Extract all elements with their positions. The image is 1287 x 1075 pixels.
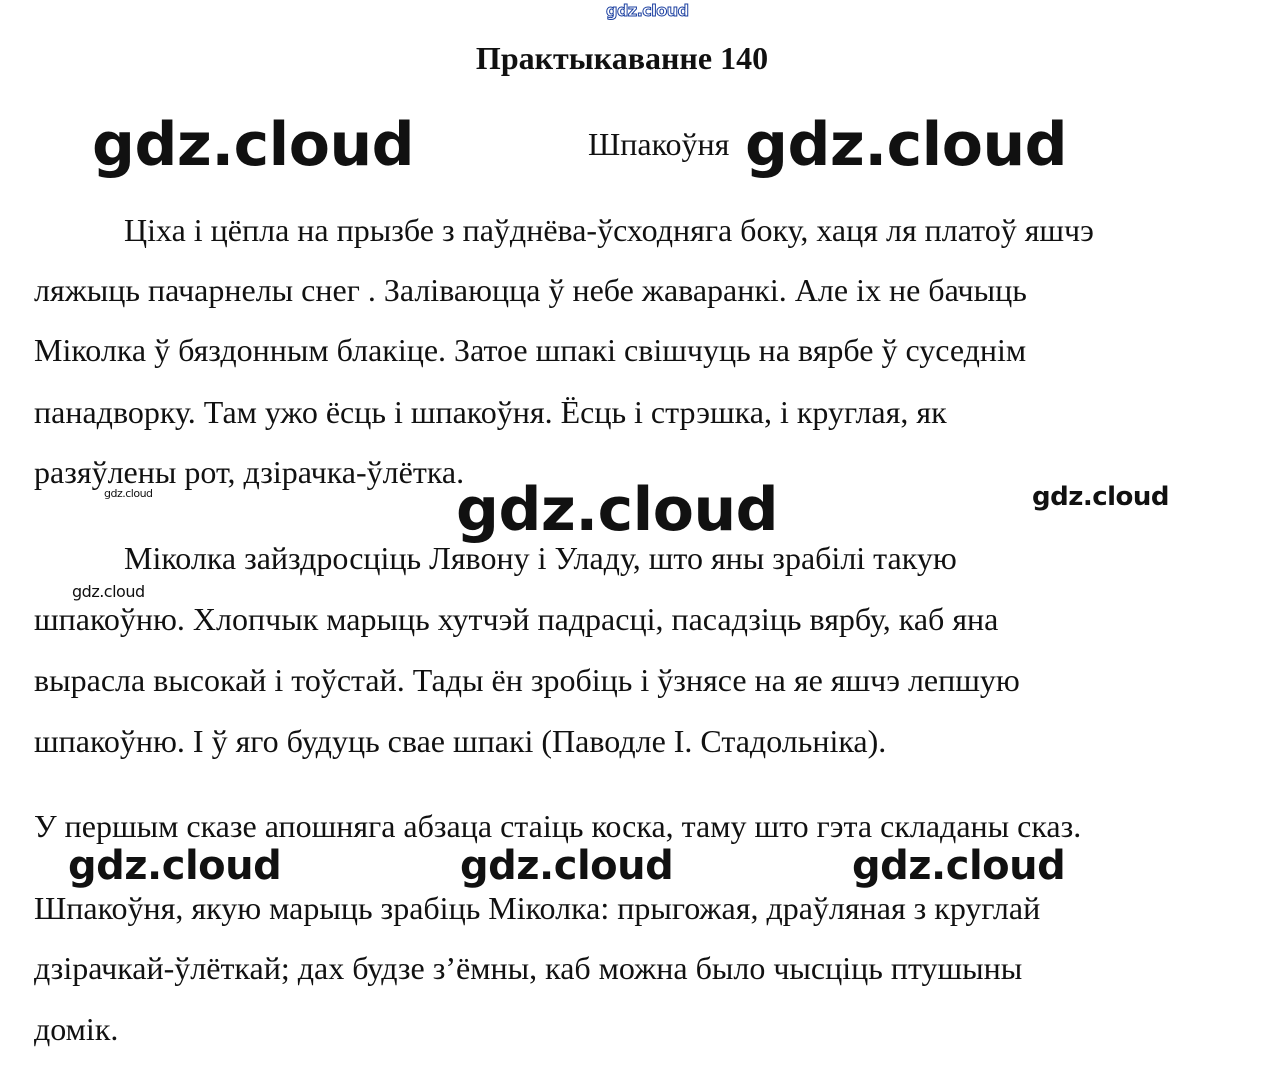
paragraph1-line: Ціха і цёпла на прызбе з паўднёва-ўсходняга боку, хаця ля платоў яшчэ — [124, 212, 1094, 248]
watermark-top: gdz.cloud — [606, 1, 689, 20]
paragraph2-line: шпакоўню. І ў яго будуць свае шпакі (Паводле І. Стадольніка). — [34, 723, 887, 759]
watermark-large-right: gdz.cloud — [745, 110, 1068, 180]
text-title: Шпакоўня — [588, 126, 730, 162]
paragraph2-line: Міколка зайздросціць Лявону і Уладу, што яны зрабілі такую — [124, 540, 957, 576]
watermark-row-right: gdz.cloud — [852, 843, 1066, 889]
watermark-large-center: gdz.cloud — [456, 475, 779, 545]
answer-line: домік. — [34, 1011, 119, 1047]
watermark-row-center: gdz.cloud — [460, 843, 674, 889]
paragraph2-line: шпакоўню. Хлопчык марыць хутчэй падрасці, пасадзіць вярбу, каб яна — [34, 601, 999, 637]
paragraph1-line: ляжыць пачарнелы снег . Заліваюцца ў небе жаваранкі. Але іх не бачыць — [34, 272, 1027, 308]
answer-comma: У першым сказе апошняга абзаца стаіць коска, таму што гэта складаны сказ. — [34, 808, 1082, 844]
watermark-row-left: gdz.cloud — [68, 843, 282, 889]
paragraph2-line: вырасла высокай і тоўстай. Тады ён зробіць і ўзнясе на яе яшчэ лепшую — [34, 662, 1020, 698]
watermark-right: gdz.cloud — [1032, 482, 1170, 512]
watermark-large-left: gdz.cloud — [92, 110, 415, 180]
watermark-tiny: gdz.cloud — [104, 487, 153, 500]
exercise-title: Практыкаванне 140 — [475, 40, 769, 76]
answer-line: дзірачкай-ўлёткай; дах будзе з’ёмны, каб можна было чысціць птушыны — [34, 950, 1023, 986]
paragraph1-line: панадворку. Там ужо ёсць і шпакоўня. Ёсць і стрэшка, і круглая, як — [34, 394, 947, 430]
paragraph1-line: разяўлены рот, дзірачка-ўлётка. — [34, 454, 465, 490]
answer-line: Шпакоўня, якую марыць зрабіць Міколка: прыгожая, драўляная з круглай — [34, 890, 1041, 926]
watermark-small-left: gdz.cloud — [72, 582, 145, 601]
paragraph1-line: Міколка ў бяздонным блакіце. Затое шпакі свішчуць на вярбе ў суседнім — [34, 332, 1027, 368]
